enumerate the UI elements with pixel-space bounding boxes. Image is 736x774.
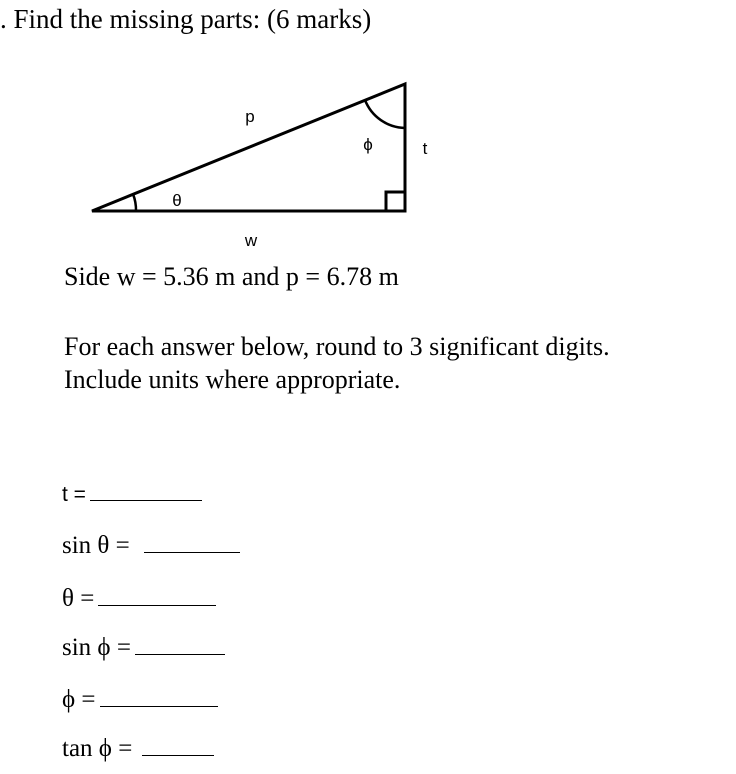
answer-sin-theta: [62, 532, 240, 560]
answer-blank[interactable]: [135, 653, 225, 655]
right-angle-marker: [386, 192, 405, 211]
phi-angle-arc: [365, 100, 405, 128]
instructions-line-1: For each answer below, round to 3 significant digits.: [64, 332, 610, 361]
answer-label: t =: [62, 483, 86, 506]
answer-blank[interactable]: [142, 754, 214, 756]
theta-angle-arc: [133, 194, 136, 211]
answer-blank[interactable]: [90, 499, 202, 501]
answer-tan-phi: [62, 735, 214, 763]
label-phi: ϕ: [363, 135, 373, 154]
answer-t: [62, 480, 202, 508]
given-values: Side w = 5.36 m and p = 6.78 m: [64, 262, 399, 291]
label-t: t: [422, 139, 428, 158]
answer-blank[interactable]: [98, 604, 216, 606]
answer-sin-phi: [62, 634, 225, 662]
answer-blank[interactable]: [144, 551, 240, 553]
answer-label: sin θ =: [62, 532, 130, 559]
answer-label: tan ϕ =: [62, 735, 133, 762]
answer-label: ϕ =: [62, 686, 96, 713]
right-triangle-diagram: [80, 70, 440, 250]
instructions-line-2: Include units where appropriate.: [64, 365, 401, 394]
answer-blank[interactable]: [100, 705, 218, 707]
triangle-outline: [92, 84, 405, 211]
answer-label: sin ϕ =: [62, 634, 131, 661]
label-p: p: [245, 107, 255, 126]
question-prompt: . Find the missing parts: (6 marks): [0, 4, 372, 34]
label-w: w: [244, 231, 258, 250]
answer-theta: [62, 585, 216, 613]
answer-phi: [62, 686, 218, 714]
answer-label: θ =: [62, 585, 95, 612]
instructions: [64, 330, 610, 396]
label-theta: θ: [172, 191, 182, 210]
